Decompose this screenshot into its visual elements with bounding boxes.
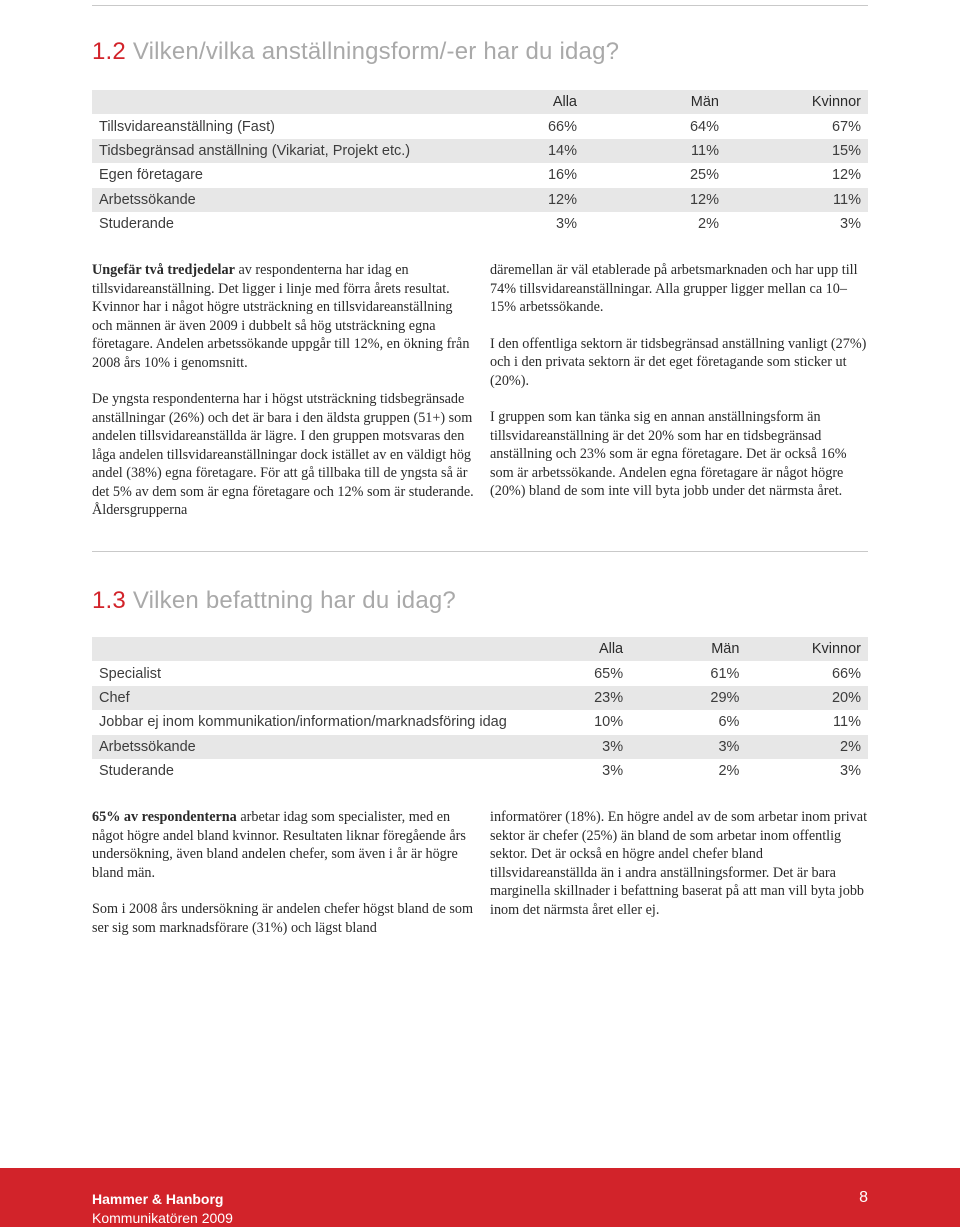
value-cell: 2%	[584, 212, 726, 236]
value-cell: 2%	[746, 735, 868, 759]
value-cell: 12%	[442, 188, 584, 212]
value-cell: 6%	[630, 710, 746, 734]
section-number: 1.2	[92, 38, 126, 65]
value-cell: 10%	[514, 710, 630, 734]
table-row	[92, 735, 868, 759]
section-divider	[92, 551, 868, 552]
value-cell: 20%	[746, 686, 868, 710]
value-cell: 3%	[514, 735, 630, 759]
row-label: Studerande	[92, 759, 514, 783]
value-cell: 29%	[630, 686, 746, 710]
table-header-row	[92, 90, 868, 114]
header-cell: Kvinnor	[746, 637, 868, 661]
header-cell: Alla	[442, 90, 584, 114]
header-cell: Män	[630, 637, 746, 661]
section-title: Vilken befattning har du idag?	[132, 587, 456, 614]
value-cell: 3%	[514, 759, 630, 783]
value-cell: 66%	[746, 661, 868, 685]
paragraph	[92, 261, 474, 372]
section-number: 1.3	[92, 587, 126, 614]
paragraph-text: av respondenterna har idag en tillsvidareanställning. Det ligger i linje med förra årets resultat. Kvinnor har i något högre utsträckning en tillsvidareanställning och männen är även 2009 i dubbelt så hög utsträckning egna företagare. Andelen arbetssökande uppgår till 12%, en ökning från 2008 års 10% i genomsnitt.	[92, 262, 470, 371]
table-row	[92, 759, 868, 783]
value-cell: 3%	[442, 212, 584, 236]
table-row	[92, 188, 868, 212]
row-label: Arbetssökande	[92, 735, 514, 759]
footer-company: Hammer & Hanborg	[92, 1191, 224, 1207]
section-title: Vilken/vilka anställningsform/-er har du idag?	[132, 38, 620, 65]
value-cell: 11%	[726, 188, 868, 212]
body-column-right-1-3	[490, 808, 872, 919]
value-cell: 16%	[442, 163, 584, 187]
table-row	[92, 661, 868, 685]
paragraph: I den offentliga sektorn är tidsbegränsad anställning vanligt (27%) och i den privata sektorn är det eget företagande som sticker ut (20%).	[490, 335, 867, 389]
value-cell: 66%	[442, 114, 584, 138]
table-row	[92, 710, 868, 734]
header-cell: Män	[584, 90, 726, 114]
paragraph: informatörer (18%). En högre andel av de som arbetar inom privat sektor är chefer (25%) än bland de som arbetar inom offentlig sektor. Det är också en högre andel chefer bland tillsvidareanställda än i andra anställningsformer. Det är bara marginella skillnader i befattning baserat på att man vill byta jobb inom det närmsta året eller ej.	[490, 809, 868, 918]
page-number: 8	[859, 1189, 868, 1206]
row-label: Specialist	[92, 661, 514, 685]
paragraph-text: arbetar idag som specialister, med en något högre andel bland kvinnor. Resultaten liknar föregående års undersökning, även bland andelen chefer, som även i år är högre bland män.	[92, 809, 466, 881]
value-cell: 61%	[630, 661, 746, 685]
table-row	[92, 163, 868, 187]
row-label: Arbetssökande	[92, 188, 442, 212]
value-cell: 2%	[630, 759, 746, 783]
bold-lead: Ungefär två tredjedelar	[92, 262, 235, 278]
row-label: Tillsvidareanställning (Fast)	[92, 114, 442, 138]
row-label: Tidsbegränsad anställning (Vikariat, Projekt etc.)	[92, 139, 442, 163]
table-row	[92, 686, 868, 710]
value-cell: 12%	[726, 163, 868, 187]
header-cell	[92, 637, 514, 661]
row-label: Egen företagare	[92, 163, 442, 187]
value-cell: 64%	[584, 114, 726, 138]
row-label: Chef	[92, 686, 514, 710]
value-cell: 11%	[746, 710, 868, 734]
paragraph: däremellan är väl etablerade på arbetsmarknaden och har upp till 74% tillsvidareanställningar. Alla grupper ligger mellan ca 10–15% arbetssökande.	[490, 262, 858, 315]
bold-lead: 65% av respondenterna	[92, 809, 237, 825]
paragraph: I gruppen som kan tänka sig en annan anställningsform än tillsvidareanställning är det 20% som har en tidsbegränsad anställning och 23% som är egna företagare. Det är också 16% som är arbetssökande. Andelen egna företagare är något högre (20%) bland de som inte vill byta jobb under det närmsta året.	[490, 409, 847, 499]
footer-bar	[0, 1168, 960, 1227]
header-cell	[92, 90, 442, 114]
value-cell: 3%	[746, 759, 868, 783]
header-cell: Alla	[514, 637, 630, 661]
value-cell: 12%	[584, 188, 726, 212]
value-cell: 15%	[726, 139, 868, 163]
value-cell: 3%	[726, 212, 868, 236]
value-cell: 65%	[514, 661, 630, 685]
table-row	[92, 212, 868, 236]
table-header-row	[92, 637, 868, 661]
paragraph: De yngsta respondenterna har i högst utsträckning tidsbegränsade anställningar (26%) och det är bara i den äldsta gruppen (51+) som andelen tillsvidareanställda är lägre. I den gruppen motsvaras den låga andelen tillsvidareanställningar dock istället av en väldigt hög andel (38%) egna företagare. För att gå tillbaka till de yngsta så är det 5% av dem som är egna företagare och 12% som är studerande. Åldersgrupperna	[92, 391, 474, 518]
section-heading-1-2	[92, 38, 619, 66]
top-rule	[92, 5, 868, 6]
value-cell: 11%	[584, 139, 726, 163]
table-row	[92, 139, 868, 163]
value-cell: 14%	[442, 139, 584, 163]
value-cell: 23%	[514, 686, 630, 710]
section-heading-1-3	[92, 587, 456, 615]
table-row	[92, 114, 868, 138]
body-column-right-1-2	[490, 261, 872, 501]
footer-publication: Kommunikatören 2009	[92, 1210, 233, 1226]
paragraph	[92, 808, 474, 882]
row-label: Jobbar ej inom kommunikation/information/marknadsföring idag	[92, 710, 514, 734]
body-column-left-1-2	[92, 261, 474, 520]
value-cell: 25%	[584, 163, 726, 187]
position-table	[92, 637, 868, 783]
body-column-left-1-3	[92, 808, 474, 937]
value-cell: 67%	[726, 114, 868, 138]
value-cell: 3%	[630, 735, 746, 759]
paragraph: Som i 2008 års undersökning är andelen chefer högst bland de som ser sig som marknadsförare (31%) och lägst bland	[92, 901, 474, 936]
row-label: Studerande	[92, 212, 442, 236]
header-cell: Kvinnor	[726, 90, 868, 114]
employment-form-table	[92, 90, 868, 236]
